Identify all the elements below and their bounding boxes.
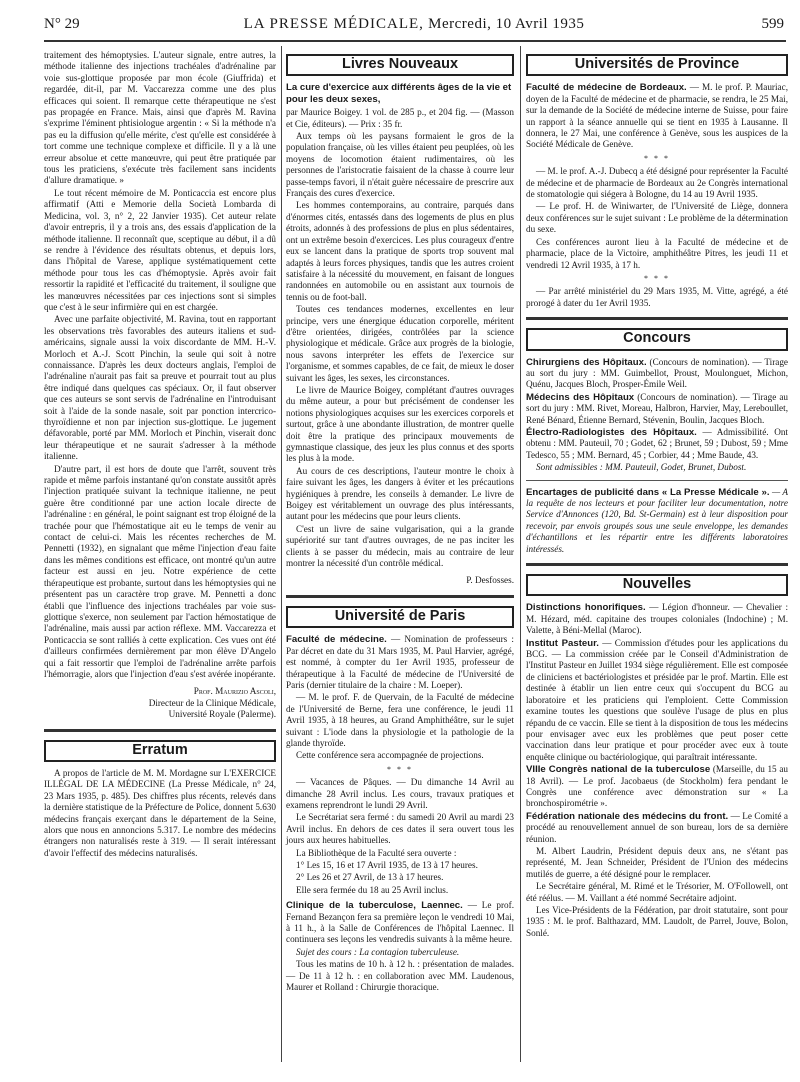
review-paragraph: Le livre de Maurice Boigey, complétant d'autres ouvrages du même auteur, a pour but précisément de condenser les notions physiologiques acquises sur les exercices corporels et surtout, grâce à une abondante illustration, de montrer quelle doit être la pratique des principaux mouvements de gymnastique classique, des jeux les plus connus et des sports les plus à la mode. <box>286 384 514 464</box>
column-left <box>44 50 276 860</box>
separator-stars: * * * <box>644 273 670 283</box>
review-signature: P. Desfosses. <box>466 575 514 586</box>
separator-stars: * * * <box>387 764 413 774</box>
chirurgiens-text: (Concours de nomination). — Tirage au sort du jury : MM. Guimbellot, Proust, Moulonguet, Michon, Quénu, Jacques Bloch, Prosper-Émile Weil. <box>526 356 788 390</box>
signature-affiliation: Université Royale (Palerme). <box>168 709 276 720</box>
review-paragraph: C'est un livre de saine vulgarisation, qui a la grande supériorité sur tant d'autres ouvrages, de ne pas inciter les clients à se passer du médecin, mais au contraire de leur montrer la nécessité d'un contrôle médical. <box>286 523 514 569</box>
review-paragraph: Les hommes contemporains, au contraire, parqués dans d'énormes cités, entassés dans des logements de plus en plus étroits, adonnés à des professions de plus en plus sédentaires, ont un extrême besoin d'exercices. Les plus courageux d'entre eux se lancent dans la pratique de sports trop souvent mal adaptés à leurs forces physiques, tandis que les autres croient satisfaire à la nécessité du mouvement, en faisant de longues randonnées en automobile ou en assistant aux tournois de tennis ou de foot-ball. <box>286 200 514 302</box>
congres-heading: VIIIe Congrès national de la tuberculose <box>526 764 711 776</box>
bordeaux-text-2: — M. le prof. A.-J. Dubecq a été désigné pour représenter la Faculté de médecine et de pharmacie de Bordeaux au 2e Congrès international de stomatologie qui siégera à Bologne, du 14 au 19 Avril 1935. <box>526 166 788 200</box>
section-rule <box>526 480 788 481</box>
chirurgiens-heading: Chirurgiens des Hôpitaux. <box>526 356 647 368</box>
section-rule <box>526 563 788 566</box>
erratum-heading: Erratum <box>44 740 276 762</box>
journal-title: LA PRESSE MÉDICALE, <box>243 16 424 32</box>
faculte-heading: Faculté de médecine. <box>286 634 387 646</box>
page-header <box>44 16 784 36</box>
laennec-heading: Clinique de la tuberculose, Laennec. <box>286 900 463 912</box>
bordeaux-heading: Faculté de médecine de Bordeaux. <box>526 82 687 94</box>
federation-text-4: Les Vice-Présidents de la Fédération, par droit statutaire, sont pour 1935 : M. le prof. Balthazard, MM. Laudolt, de Parrel, Jouve, Bolon, Sonlé. <box>526 905 788 938</box>
bordeaux-text: — M. le prof. P. Mauriac, doyen de la Faculté de médecine et de pharmacie, se rendra, le 25 Mai, sur la demande de la Société de médecine interne de Suisse, pour faire un rapport à la séance annuelle qui se tient en 1935 à Lausanne. Il donnera, le 27 Mai, une conférence à Genève, sous les auspices de la Société Médicale de Genève. <box>526 82 788 150</box>
bordeaux-text-3: — Le prof. H. de Winiwarter, de l'Université de Liège, donnera deux conférences sur le sujet suivant : Le problème de la détermination du sexe. <box>526 201 789 235</box>
article-paragraph: Avec une parfaite objectivité, M. Ravina, tout en rapportant les observations très favorables des auteurs italiens et sud-américains, signale aussi la voix discordante de MM. H.-V. Morloch et A.-J. Scott Pinchin, la seule qui soit à notre connaissance. D'après les deux docteurs anglais, l'emploi de l'adrénaline n'aurait pas fait sa preuve et pourrait tout au plus être indiqué dans quelques cas spéciaux. Or, il faut observer que ces auteurs se sont servis de l'adrénaline en l'introduisant soit à l'aide de la sonde nasale, soit par ponction intercrico-thyroïdienne et non par injection sus-glottique. Le jugement défavorable, porté par MM. Morloch et Pinchin, viserait donc leur thérapeutique et ne saurait s'adresser à la méthode italienne. <box>44 314 276 462</box>
header-rule <box>44 40 786 42</box>
review-paragraph: Aux temps où les paysans formaient le gros de la population française, où les villes étaient peu peuplées, où les moyens de locomotion étaient rudimentaires, où les personnes de l'aristocratie faisaient de la chasse à courre leur passe-temps favori, il n'était guère nécessaire de prescrire aux Français des cures d'exercice. <box>286 131 514 199</box>
distinctions-text: — Légion d'honneur. — Chevalier : M. Hézard, méd. capitaine des troupes coloniales (Indochine) ; M. Valette, à Béni-Mellal (Maroc). <box>526 602 788 636</box>
faculte-text-2: — M. le prof. F. de Quervain, de la Faculté de médecine de l'Université de Berne, fera une conférence, le jeudi 11 Avril 1935, à 18 heures, au Grand Amphithéâtre, sur le sujet suivant : L'iode dans la physiologie et la pathologie de la glande thyroïde. <box>286 692 514 748</box>
issue-number: N° 29 <box>44 16 80 32</box>
bordeaux-text-4: Ces conférences auront lieu à la Faculté de médecine et de pharmacie, place de la Victoire, amphithéâtre Pitres, les jeudi 11 et vendredi 12 Avril 1935, à 17 h. <box>526 236 788 270</box>
review-paragraph: Toutes ces tendances modernes, excellentes en leur principe, vers une énergique éducation corporelle, méritent d'être orientées, dirigées, contrôlées par la science physiologique et médicale. Grâce aux progrès de la biologie, nous savons interpréter les effets de l'exercice sur l'organisme, et sommes capables, de ce fait, de mieux le doser suivant les âges, les sexes, les circonstances. <box>286 304 514 383</box>
vacances-text-5: 2° Les 26 et 27 Avril, de 13 à 17 heures. <box>296 872 444 883</box>
laennec-text-3: Tous les matins de 10 h. à 12 h. : présentation de malades. — De 11 à 12 h. : en collaboration avec MM. Laudenous, Maurer et Rolland : Chirurgie thoracique. <box>286 959 514 993</box>
laennec-text: — Le prof. Fernand Bezançon fera sa première leçon le vendredi 10 Mai, à 11 h., à la Salle de Conférences de l'hôpital Laennec. Il continuera ses leçons les vendredis suivants à la même heure. <box>286 900 515 945</box>
province-heading: Universités de Province <box>526 54 788 76</box>
faculte-text: — Nomination de professeurs : Par décret en date du 31 Mars 1935, M. Paul Harvier, agrégé, est nommé, à compter du 1er Avril 1935, professeur de thérapeutique à la Faculté de médecine de l'Université de Paris (dernier titulaire de la chaire : M. Loeper). <box>286 634 514 690</box>
vacances-text-6: Elle sera fermée du 18 au 25 Avril inclus. <box>296 884 449 895</box>
vacances-text: — Vacances de Pâques. — Du dimanche 14 Avril au dimanche 28 Avril inclus. Les cours, travaux pratiques et examens reprendront le lundi 29 Avril. <box>286 777 514 810</box>
paris-heading: Université de Paris <box>286 606 514 628</box>
encartages-heading: Encartages de publicité dans « La Presse Médicale ». <box>526 486 770 498</box>
separator-stars: * * * <box>644 153 670 163</box>
section-rule <box>286 595 514 598</box>
distinctions-heading: Distinctions honorifiques. <box>526 602 646 614</box>
nouvelles-heading: Nouvelles <box>526 574 788 596</box>
electro-text: — Admissibilité. Ont obtenu : MM. Pauteuil, 70 ; Godet, 62 ; Brunet, 59 ; Dubost, 59 ; Mme Tedesco, 55 ; MM. Bernard, 45 ; Corbier, 44 ; Mme Baude, 43. <box>526 426 788 460</box>
electro-text-2: Sont admissibles : MM. Pauteuil, Godet, Brunet, Dubost. <box>536 462 747 473</box>
issue-date: Mercredi, 10 Avril 1935 <box>428 16 585 32</box>
congres-text: (Marseille, du 15 au 18 Avril). — Le prof. Jacobaeus (de Stockholm) fera pendant le Congrès une conférence avec démonstration sur « La bronchospirométrie ». <box>526 764 788 809</box>
medecins-text: (Concours de nomination). — Tirage au sort du jury : MM. Rivet, Moreau, Halbron, Harvier, May, Lereboullet, René Bénard, Étienne Bernard, Stévenin, Boulin, Jacques Bloch. <box>526 391 789 425</box>
bordeaux-text-5: — Par arrêté ministériel du 29 Mars 1935, M. Vitte, agrégé, a été prorogé à dater du 1er Avril 1935. <box>526 286 788 308</box>
signature-name: Prof. Maurizio Ascoli, <box>193 686 276 697</box>
vacances-text-4: 1° Les 15, 16 et 17 Avril 1935, de 13 à 17 heures. <box>296 860 478 870</box>
section-rule <box>44 729 276 732</box>
pasteur-text: — Commission d'études pour les applications du BCG. — La commission créée par le Conseil d'Administration de l'Institut Pasteur en Juillet 1934 siège régulièrement. Elle est composée de cliniciens et bactériologistes et présidée par le prof. Martin. Elle est destinée à établir un lien entre ceux qui s'occupent du BCG au laboratoire et les praticiens qui l'emploient. Cette Commission examine toutes les questions que soulève l'usage de plus en plus répandu de ce vaccin. Elle se tient à la disposition de tous les médecins pour envisager avec eux les problèmes que peut poser cette vaccination dans leur pratique et pour procéder avec eux à toute enquête clinique ou bactériologique, qui paraîtrait intéressante. <box>526 637 789 762</box>
article-paragraph: traitement des hémoptysies. L'auteur signale, entre autres, la méthode italienne des injections trachéales d'adrénaline par voie sus-glottique proposée par mon école (Giuffrida) et regardée, dit-il, par M. Vaccarezza comme une des plus efficaces qui soient. Il remarque cette thérapeutique ne s'est pas propagée en France. Mais, ainsi que d'après M. Ravina s'exprime l'éminent phtisiologue argentin : « Si la méthode n'a pas eu la diffusion qu'elle mérite, c'est qu'elle est considérée à tort comme une technique complexe et difficile. Il y a là une erreur absolue et cette manœuvre, qui peut être pratiquée par tous les praticiens, s'exécute très facilement sans incidents d'allure dramatique. » <box>44 50 276 186</box>
column-divider <box>281 46 282 1062</box>
review-paragraph: Au cours de ces descriptions, l'auteur montre le choix à faire suivant les âges, les dangers à éviter et les précautions hygiéniques à prendre, les conseils à demander. Le livre de Boigey est véritablement un ouvrage des plus intéressants, autant pour les médecins que pour leurs clients. <box>286 465 514 522</box>
article-signature <box>44 686 276 720</box>
federation-text-3: Le Secrétaire général, M. Rimé et le Trésorier, M. O'Followell, ont été réélus. — M. Vaillant a été nommé Secrétaire adjoint. <box>526 881 788 903</box>
journal-masthead <box>44 16 784 33</box>
column-right <box>526 50 788 940</box>
article-paragraph: D'autre part, il est hors de doute que l'arrêt, souvent très rapide et même parfois instantané qu'on constate aussitôt après l'injection pratiquée suivant la technique italienne, ne peut guère être conditionné par une action locale directe de l'adrénaline : en général, le point saignant est trop éloigné de la trachée pour que l'hémostatique ait eu le temps de venir au contact de celui-ci. Mais les récentes recherches de M. Pennetti (1932), en signalant que même l'injection d'eau faite dans les mêmes conditions est efficace, ont montré qu'un autre facteur est aussi en jeu. Notre expérience de cette thérapeutique est probante, surtout dans les hémoptysies qui ne présentent pas un caractère trop grave. M. Pennetti a donc établi que l'influence des injections trachéales par voie sus-glottique s'exerce, non seulement par l'action hémostatique de l'adrénaline, mais aussi par action réflexe. MM. Vaccarezza et Ponticaccia se sont ralliés à cette explication. Ces vues ont été d'ailleurs confirmées dernièrement par mon élève D'Angelo qui a fait ressortir que l'emploi de l'adrénaline arrête parfois l'hémorragie, alors que l'injection d'eau s'est avérée inopérante. <box>44 463 276 679</box>
federation-text: — Le Comité a procédé au renouvellement annuel de son bureau, lors de sa dernière réunion. <box>526 810 788 844</box>
page-number: 599 <box>761 16 784 32</box>
column-divider <box>520 46 521 1062</box>
concours-heading: Concours <box>526 328 788 350</box>
erratum-text: A propos de l'article de M. M. Mordagne sur L'EXERCICE ILLÉGAL DE LA MÉDECINE (La Presse Médicale, n° 24, 23 Mars 1935, p. 485). Des chiffres plus récents, relevés dans la dernière statistique de la Préfecture de Police, donnent 5.630 médecins français exerçant dans le département de la Seine, alors que nous en annoncions 5.317. Le nombre des médecins étrangers non naturalisés reste à 319. — Il serait intéressant d'avoir l'effectif des médecins naturalisés. <box>44 767 276 858</box>
vacances-text-2: Le Secrétariat sera fermé : du samedi 20 Avril au mardi 23 Avril inclus. En dehors de ces dates il sera ouvert tous les jours aux heures habituelles. <box>286 812 514 846</box>
electro-heading: Électro-Radiologistes des Hôpitaux. <box>526 426 697 438</box>
pasteur-heading: Institut Pasteur. <box>526 637 599 649</box>
column-middle <box>286 50 514 994</box>
faculte-text-3: Cette conférence sera accompagnée de projections. <box>296 750 484 761</box>
livres-heading: Livres Nouveaux <box>286 54 514 76</box>
medecins-heading: Médecins des Hôpitaux <box>526 391 635 403</box>
book-meta: par Maurice Boigey. 1 vol. de 285 p., et 204 fig. — (Masson et Cie, éditeurs). — Prix : 35 fr. <box>286 107 514 129</box>
vacances-text-3: La Bibliothèque de la Faculté sera ouverte : <box>296 847 457 858</box>
laennec-text-2: Sujet des cours : La contagion tuberculeuse. <box>296 946 460 957</box>
federation-heading: Fédération nationale des médecins du front. <box>526 810 729 822</box>
encartages-text: — A la requête de nos lecteurs et pour faciliter leur documentation, notre Service d'Annonces (120, Bd. St-Germain) est à leur disposition pour recevoir, par envois groupés sous une seule enveloppe, les demandes d'échantillons et les répartir entre les différents laboratoires intéressés. <box>526 486 788 554</box>
section-rule <box>526 317 788 320</box>
federation-text-2: M. Albert Laudrin, Président depuis deux ans, ne s'étant pas représenté, M. Jean Schneider, Président de l'Union des médecins mutilés de guerre, a été désigné pour le remplacer. <box>526 845 788 879</box>
signature-title: Directeur de la Clinique Médicale, <box>148 697 276 708</box>
book-title: La cure d'exercice aux différents âges de la vie et pour les deux sexes, <box>286 82 512 105</box>
article-paragraph: Le tout récent mémoire de M. Ponticaccia est encore plus affirmatif (Atti e Memorie della Società Lombarda di Medicina, vol. 3, n° 2, 22 Janvier 1935). Cet auteur relate d'avoir entrepris, il y a trois ans, des essais d'application de la méthode italienne. Il reconnaît que, sceptique au début, il a dû se rendre à l'évidence des résultats obtenus, et depuis lors, dans l'hôpital de Varese, applique systématiquement cette méthode pour tous les cas d'hémoptysie. Après avoir fait ressortir la rapidité et l'efficacité du traitement, il souligne que les manœuvres nécessitées par ces injections sont si simples que c'est à le seur infirmière qui en est chargée. <box>44 187 276 312</box>
